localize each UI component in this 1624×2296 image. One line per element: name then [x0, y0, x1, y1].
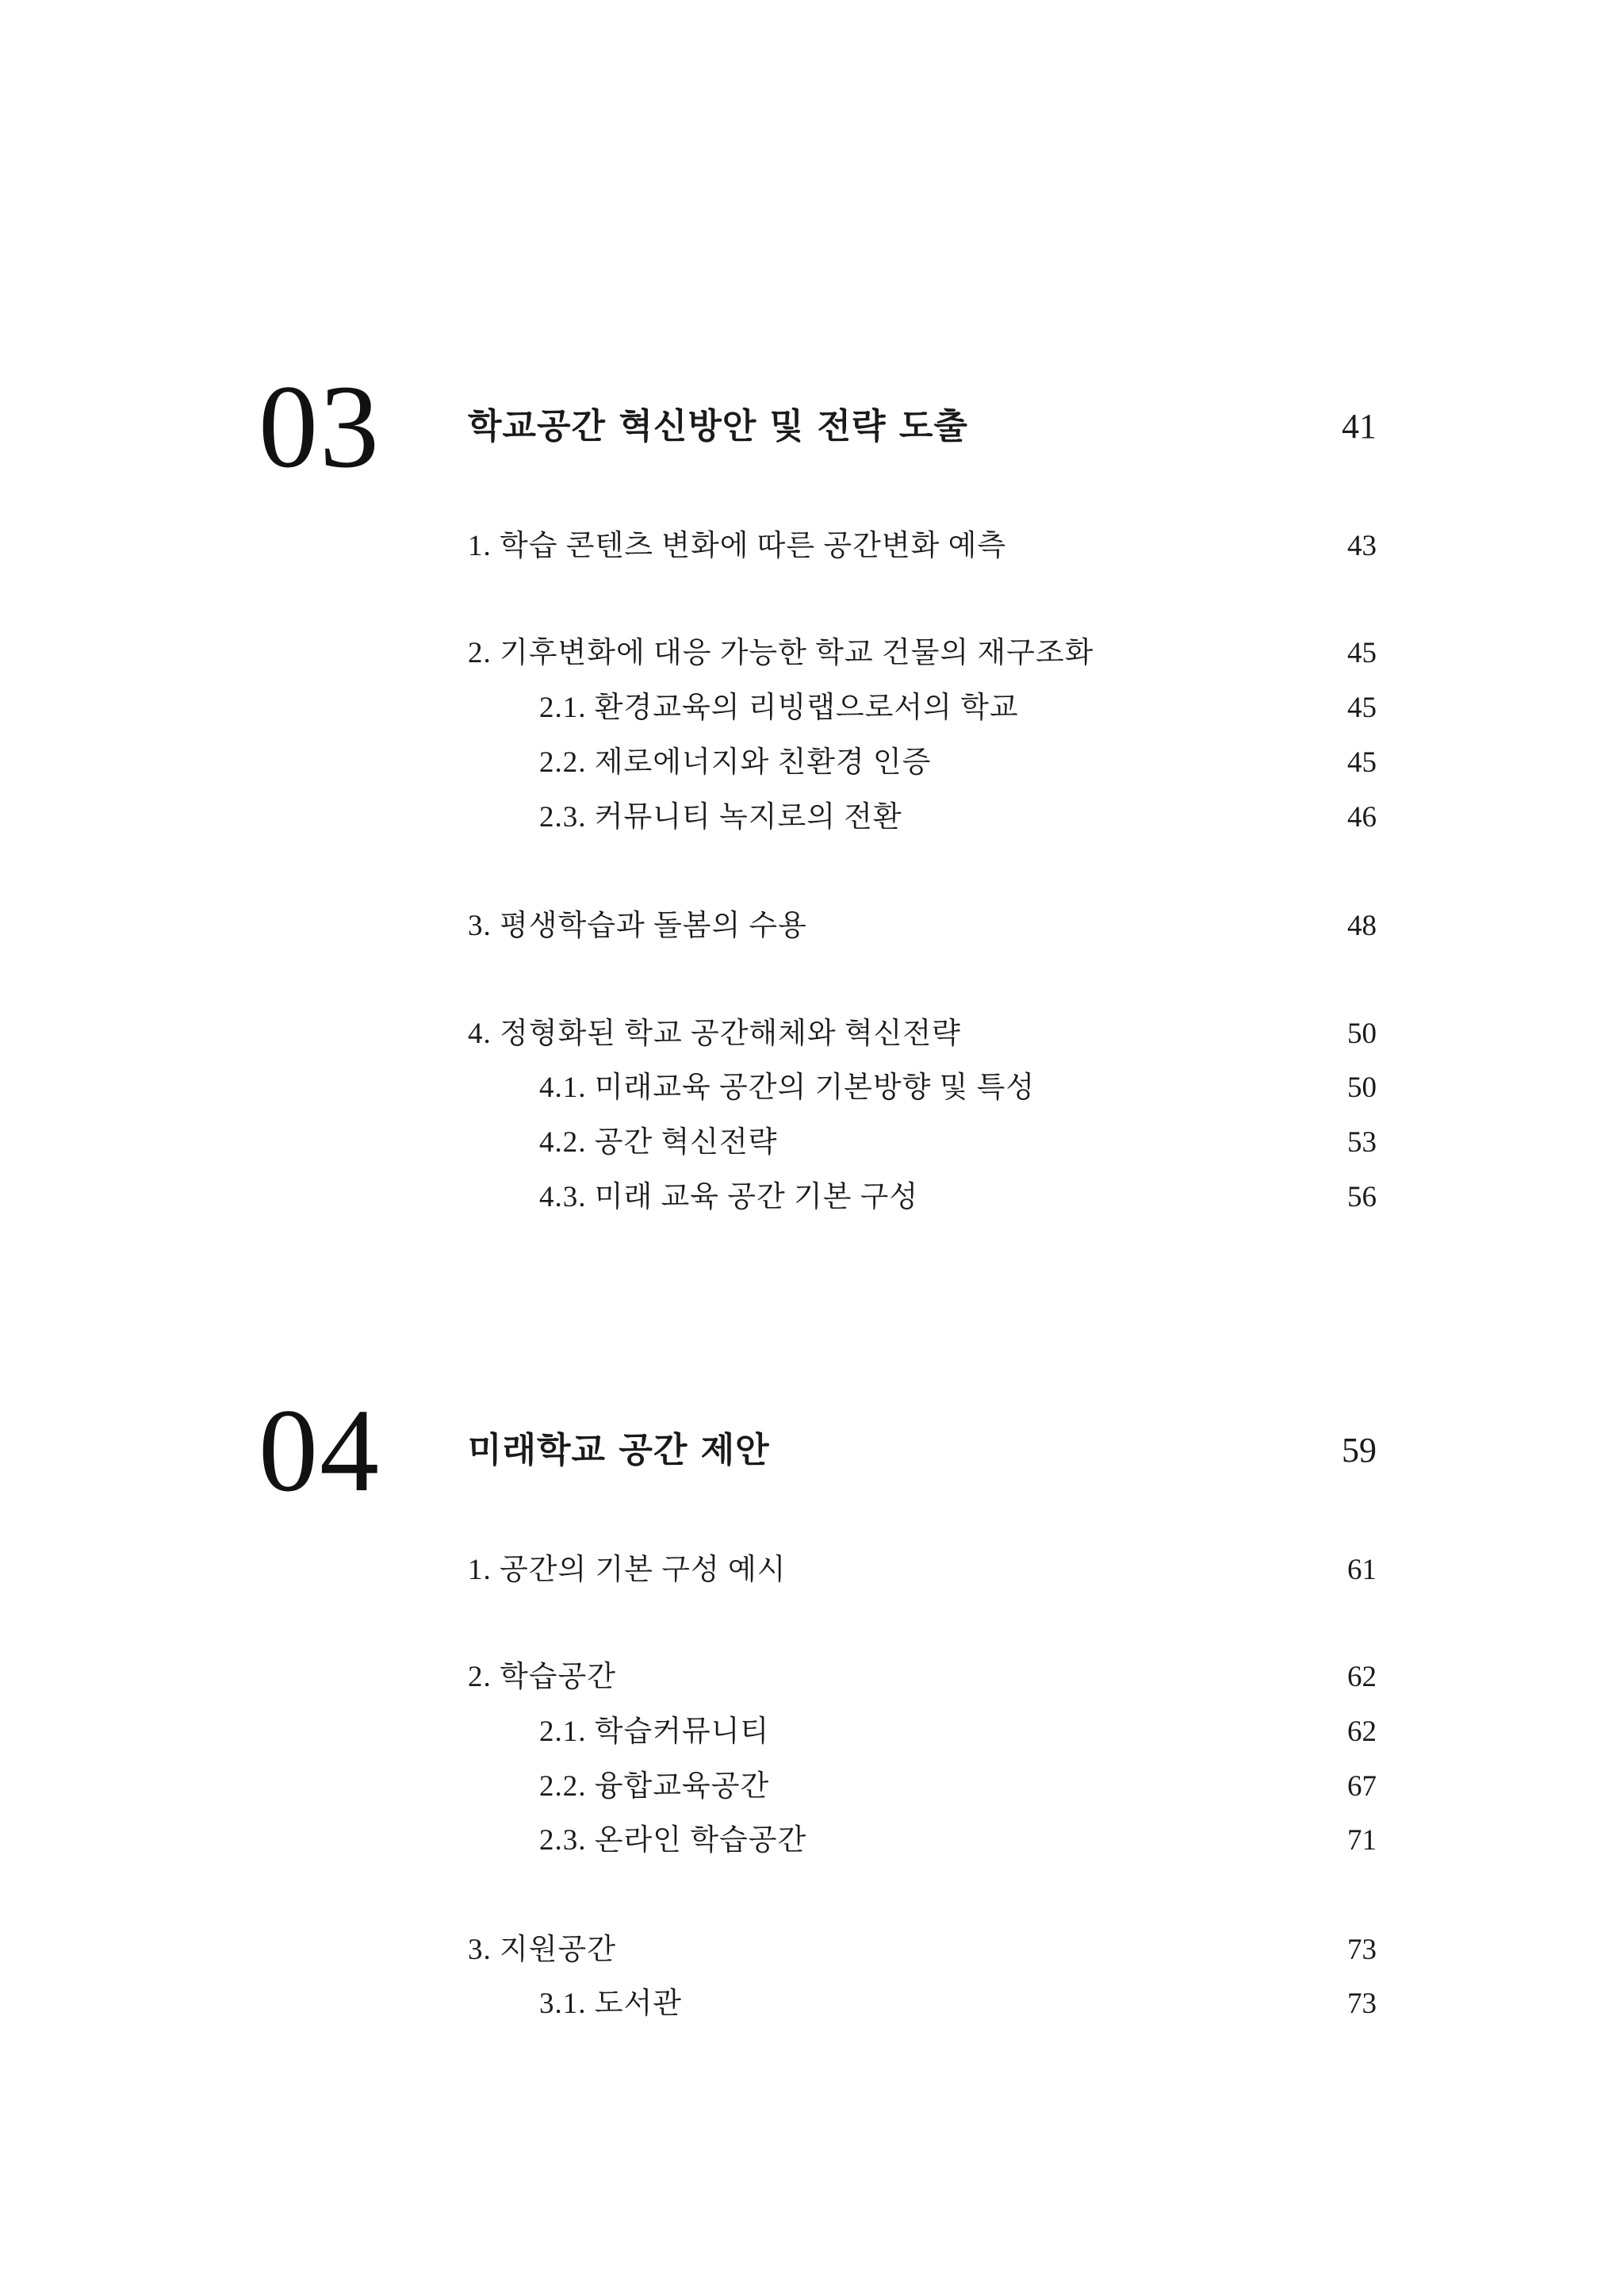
toc-entry-page: 45	[1347, 746, 1377, 779]
toc-entry-label: 2.1. 학습커뮤니티	[539, 1715, 770, 1748]
toc-entry-page: 46	[1347, 801, 1377, 834]
toc-entry-page: 53	[1347, 1126, 1377, 1159]
toc-entry-page: 45	[1347, 637, 1377, 669]
toc-entry-page: 67	[1347, 1770, 1377, 1803]
toc-entry	[468, 1547, 1377, 1594]
chapter-title: 미래학교 공간 제안	[468, 1430, 770, 1470]
toc-subentry	[539, 1119, 1377, 1167]
chapter-page-number: 41	[1342, 407, 1377, 446]
toc-subentry	[539, 684, 1377, 732]
toc-entry-page: 62	[1347, 1661, 1377, 1693]
toc-entry-page: 73	[1347, 1987, 1377, 2020]
toc-entry	[468, 523, 1377, 570]
toc-entry-label: 2.1. 환경교육의 리빙랩으로서의 학교	[539, 692, 1019, 724]
toc-entry-label: 2.3. 커뮤니티 녹지로의 전환	[539, 801, 902, 834]
toc-entry-page: 50	[1347, 1018, 1377, 1050]
toc-entry-page: 48	[1347, 910, 1377, 942]
toc-entry-page: 45	[1347, 692, 1377, 724]
toc-subentry	[539, 1064, 1377, 1112]
chapter-number: 03	[259, 361, 381, 493]
chapter-number: 04	[259, 1385, 381, 1516]
toc-subentry	[539, 794, 1377, 841]
toc-entry-label: 4. 정형화된 학교 공간해체와 혁신전략	[468, 1018, 961, 1050]
toc-subentry	[539, 739, 1377, 787]
toc-entry-label: 4.2. 공간 혁신전략	[539, 1126, 778, 1159]
toc-entry-label: 3. 평생학습과 돌봄의 수용	[468, 910, 807, 942]
toc-entry-page: 61	[1347, 1554, 1377, 1586]
chapter-heading	[468, 1427, 1377, 1474]
toc-entry-label: 2.3. 온라인 학습공간	[539, 1824, 807, 1857]
toc-entry	[468, 903, 1377, 950]
toc-entry-label: 2.2. 융합교육공간	[539, 1770, 770, 1803]
toc-entry-label: 1. 학습 콘텐츠 변화에 따른 공간변화 예측	[468, 530, 1007, 562]
toc-entry-label: 4.3. 미래 교육 공간 기본 구성	[539, 1181, 919, 1213]
chapter-page-number: 59	[1342, 1431, 1377, 1470]
toc-entry-label: 2. 학습공간	[468, 1661, 616, 1693]
toc-entry-label: 3. 지원공간	[468, 1934, 616, 1966]
toc-entry-label: 3.1. 도서관	[539, 1987, 682, 2020]
toc-entry	[468, 630, 1377, 677]
toc-entry	[468, 1654, 1377, 1701]
toc-subentry	[539, 1708, 1377, 1756]
toc-entry-page: 56	[1347, 1181, 1377, 1213]
chapter-title: 학교공간 혁신방안 및 전략 도출	[468, 406, 968, 447]
toc-subentry	[539, 1174, 1377, 1221]
toc-subentry	[539, 1980, 1377, 2028]
toc-entry-page: 50	[1347, 1071, 1377, 1104]
toc-subentry	[539, 1817, 1377, 1865]
toc-entry	[468, 1010, 1377, 1058]
toc-entry-label: 2.2. 제로에너지와 친환경 인증	[539, 746, 932, 779]
toc-entry-page: 43	[1347, 530, 1377, 562]
toc-entry-page: 73	[1347, 1934, 1377, 1966]
toc-subentry	[539, 1763, 1377, 1811]
toc-entry-label: 2. 기후변화에 대응 가능한 학교 건물의 재구조화	[468, 637, 1094, 669]
toc-entry-label: 4.1. 미래교육 공간의 기본방향 및 특성	[539, 1071, 1036, 1104]
toc-entry-page: 62	[1347, 1715, 1377, 1748]
toc-entry	[468, 1926, 1377, 1974]
chapter-heading	[468, 403, 1377, 450]
toc-entry-page: 71	[1347, 1824, 1377, 1857]
toc-entry-label: 1. 공간의 기본 구성 예시	[468, 1554, 787, 1586]
